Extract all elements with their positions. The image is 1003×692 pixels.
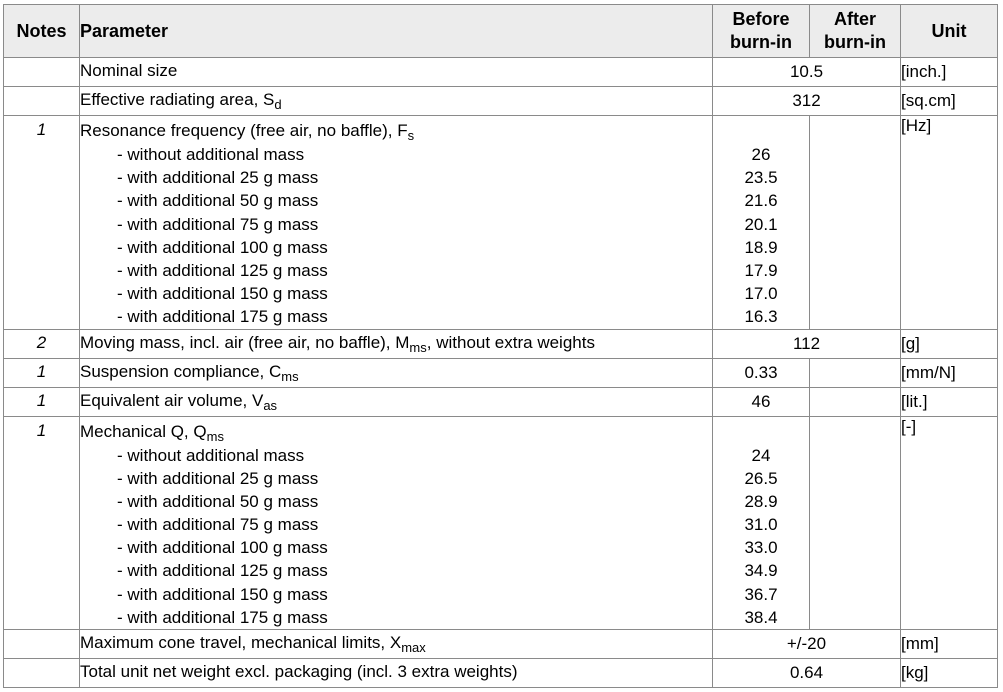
param-cell: Total unit net weight excl. packaging (incl. 3 extra weights): [80, 659, 713, 688]
value-cell: 10.5: [713, 58, 901, 87]
param-label: Suspension compliance, C: [80, 361, 282, 381]
unit-cell: [mm/N]: [901, 358, 998, 387]
row-resonance-frequency: [4, 116, 998, 330]
row-nominal-size: [4, 58, 998, 87]
after-value-cell: [810, 358, 901, 387]
list-item: - with additional 75 g mass: [117, 515, 319, 535]
list-item: - with additional 100 g mass: [117, 538, 328, 558]
param-cell: [80, 329, 713, 358]
param-label: Mechanical Q, Q: [80, 421, 207, 441]
unit-cell: [-]: [901, 416, 998, 630]
param-subscript: d: [274, 97, 282, 112]
value-item: 21.6: [744, 191, 778, 211]
value-item: 26.5: [744, 468, 778, 488]
param-cell: [80, 116, 713, 330]
notes-cell: [4, 630, 80, 659]
list-item: - with additional 100 g mass: [117, 237, 328, 257]
param-label: Maximum cone travel, mechanical limits, X: [80, 633, 402, 652]
param-subscript: ms: [281, 368, 299, 384]
list-item: - with additional 125 g mass: [117, 561, 328, 581]
spec-table: [3, 4, 998, 688]
param-cell: [80, 630, 713, 659]
notes-cell: 1: [4, 358, 80, 387]
param-cell: Nominal size: [80, 58, 713, 87]
row-mechanical-q: [4, 416, 998, 630]
value-item: 33.0: [744, 538, 778, 558]
header-row: [4, 5, 998, 58]
list-item: - with additional 75 g mass: [117, 214, 319, 234]
header-after-line1: After: [833, 9, 876, 29]
value-item: 20.1: [744, 214, 778, 234]
value-item: 18.9: [744, 237, 778, 257]
param-label: Resonance frequency (free air, no baffle), F: [80, 121, 408, 140]
value-item: 16.3: [744, 307, 778, 327]
header-before-line2: burn-in: [730, 32, 792, 52]
value-item: 17.9: [744, 260, 778, 280]
value-item: 38.4: [744, 607, 778, 627]
notes-cell: 1: [4, 416, 80, 630]
header-after-line2: burn-in: [824, 32, 886, 52]
header-unit: Unit: [901, 5, 998, 58]
unit-cell: [lit.]: [901, 387, 998, 416]
param-cell: [80, 416, 713, 630]
notes-cell: 1: [4, 387, 80, 416]
param-cell: [80, 358, 713, 387]
notes-cell: [4, 87, 80, 116]
value-cell: 112: [713, 329, 901, 358]
param-label-suffix: , without extra weights: [426, 332, 595, 352]
param-subscript: ms: [409, 339, 427, 355]
notes-cell: 2: [4, 329, 80, 358]
list-item: - with additional 50 g mass: [117, 191, 319, 211]
before-values-cell: [713, 116, 810, 330]
after-values-cell: [810, 416, 901, 630]
unit-cell: [sq.cm]: [901, 87, 998, 116]
list-item: - with additional 175 g mass: [117, 607, 328, 627]
header-after-burn-in: [810, 5, 901, 58]
after-value-cell: [810, 387, 901, 416]
notes-cell: [4, 58, 80, 87]
header-parameter: Parameter: [80, 5, 713, 58]
header-notes: Notes: [4, 5, 80, 58]
value-item: 23.5: [744, 168, 778, 188]
value-item: 24: [751, 445, 771, 465]
list-item: - without additional mass: [117, 445, 305, 465]
list-item: - without additional mass: [117, 145, 305, 164]
notes-cell: [4, 659, 80, 688]
param-heading: [80, 419, 712, 444]
param-label: Effective radiating area, S: [80, 90, 275, 109]
header-before-burn-in: [713, 5, 810, 58]
list-item: - with additional 175 g mass: [117, 307, 328, 327]
list-item: - with additional 150 g mass: [117, 584, 328, 604]
param-subscript: s: [407, 128, 415, 143]
param-subscript: as: [263, 397, 278, 413]
param-cell: [80, 87, 713, 116]
unit-cell: [Hz]: [901, 116, 998, 330]
param-heading: [80, 118, 712, 143]
unit-cell: [mm]: [901, 630, 998, 659]
row-air-volume: [4, 387, 998, 416]
row-suspension-compliance: [4, 358, 998, 387]
unit-cell: [kg]: [901, 659, 998, 688]
row-net-weight: [4, 659, 998, 688]
param-label: Moving mass, incl. air (free air, no baffle), M: [80, 332, 410, 352]
row-radiating-area: [4, 87, 998, 116]
value-cell: +/-20: [713, 630, 901, 659]
value-cell: 312: [713, 87, 901, 116]
list-item: - with additional 50 g mass: [117, 491, 319, 511]
row-cone-travel: [4, 630, 998, 659]
value-item: 28.9: [744, 491, 778, 511]
list-item: - with additional 25 g mass: [117, 468, 319, 488]
value-item: 34.9: [744, 561, 778, 581]
value-cell: 0.64: [713, 659, 901, 688]
after-values-cell: [810, 116, 901, 330]
param-subscript: max: [401, 640, 426, 655]
list-item: - with additional 25 g mass: [117, 168, 319, 188]
list-item: - with additional 150 g mass: [117, 284, 328, 304]
notes-cell: 1: [4, 116, 80, 330]
before-value-cell: 46: [713, 387, 810, 416]
row-moving-mass: [4, 329, 998, 358]
before-value-cell: 0.33: [713, 358, 810, 387]
list-item: - with additional 125 g mass: [117, 260, 328, 280]
param-subscript: ms: [206, 428, 224, 444]
value-item: 31.0: [744, 515, 778, 535]
param-label: Equivalent air volume, V: [80, 390, 264, 410]
unit-cell: [inch.]: [901, 58, 998, 87]
param-cell: [80, 387, 713, 416]
value-item: 36.7: [744, 584, 778, 604]
before-values-cell: [713, 416, 810, 630]
unit-cell: [g]: [901, 329, 998, 358]
value-item: 26: [751, 145, 771, 164]
header-before-line1: Before: [732, 9, 790, 29]
value-item: 17.0: [744, 284, 778, 304]
